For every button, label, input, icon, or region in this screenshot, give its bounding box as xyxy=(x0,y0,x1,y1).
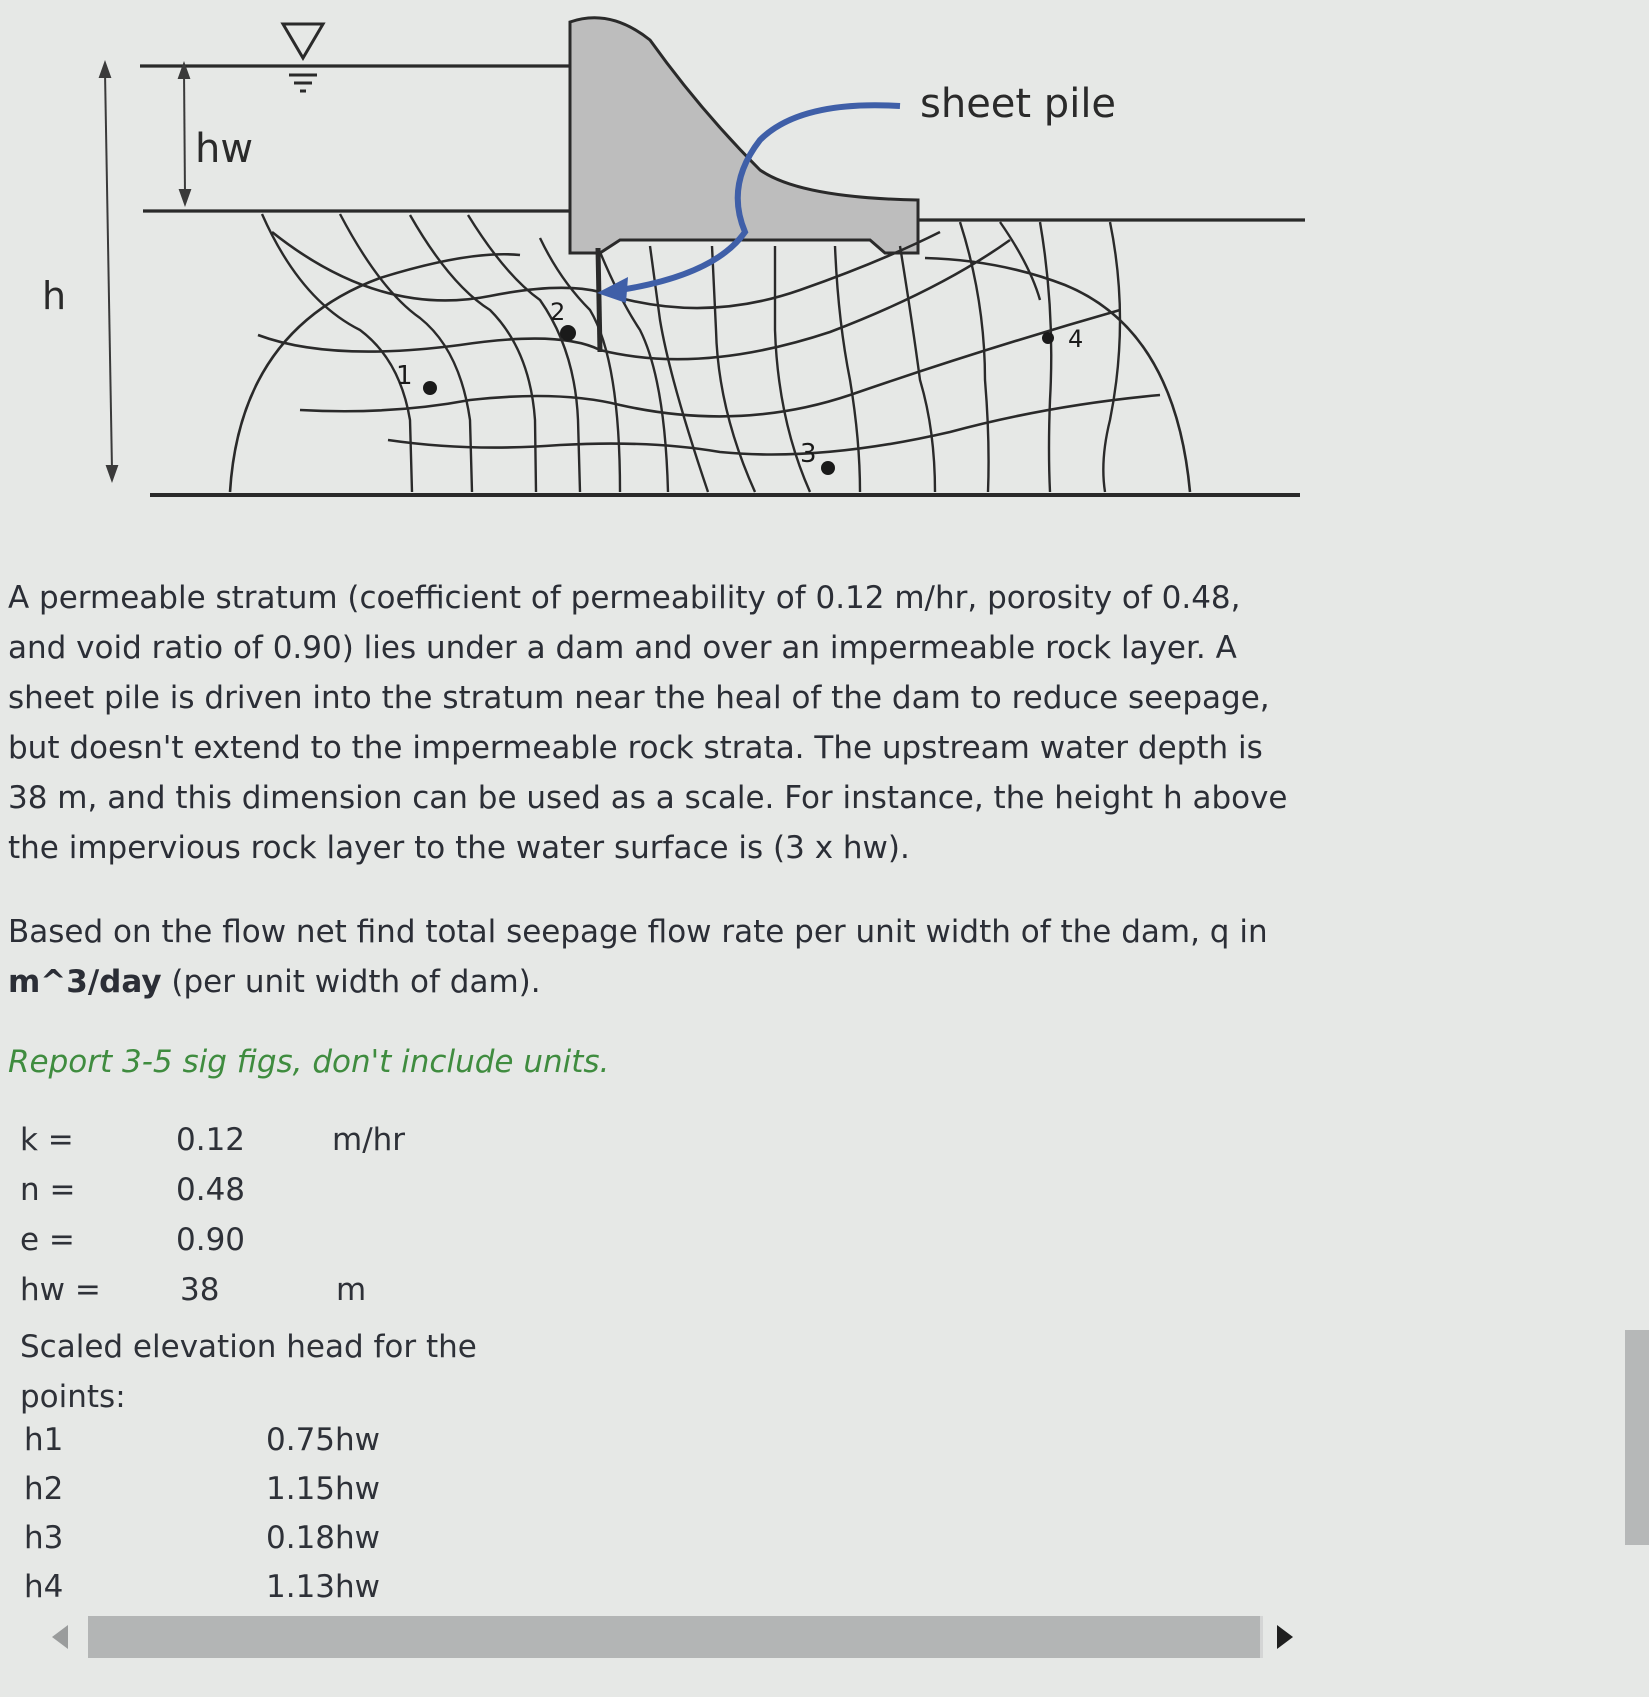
question-post: (per unit width of dam). xyxy=(161,964,541,1000)
label-hw: hw xyxy=(195,126,254,172)
given-label: hw = xyxy=(20,1272,101,1308)
label-h: h xyxy=(42,274,67,318)
point-1-marker xyxy=(423,381,437,395)
point-row-h2 xyxy=(20,1471,620,1520)
given-unit: m/hr xyxy=(332,1122,406,1158)
given-row-n xyxy=(20,1172,620,1222)
point-label: h4 xyxy=(24,1569,64,1605)
equipotential-lines xyxy=(262,214,1120,492)
water-surface-triangle-icon xyxy=(283,24,323,91)
scroll-thumb[interactable] xyxy=(88,1616,1260,1658)
given-value: 0.12 xyxy=(176,1122,246,1158)
horizontal-scrollbar[interactable] xyxy=(40,1612,1305,1662)
given-value: 38 xyxy=(180,1272,220,1308)
sheet-pile xyxy=(598,248,600,352)
point-2-marker xyxy=(560,325,576,341)
point-4-label: 4 xyxy=(1068,325,1084,353)
point-row-h4 xyxy=(20,1569,620,1618)
points-caption: Scaled elevation head for the points: xyxy=(20,1329,477,1415)
point-value: 0.18hw xyxy=(266,1520,381,1556)
given-label: k = xyxy=(20,1122,74,1158)
dam-body xyxy=(570,18,918,253)
point-value: 1.15hw xyxy=(266,1471,381,1507)
hw-dimension-line xyxy=(184,70,185,196)
scroll-left-icon[interactable] xyxy=(40,1612,80,1662)
given-value: 0.90 xyxy=(176,1222,246,1258)
flow-net-figure xyxy=(0,0,1320,520)
problem-paragraph: A permeable stratum (coefficient of permeability of 0.12 m/hr, porosity of 0.48, and void ratio of 0.90) lies under a dam and over an impermeable rock layer. A sheet pile is driven into the stratum near the heal of the dam to reduce seepage, but doesn't extend to the impermeable rock strata. The upstream water depth is 38 m, and this dimension can be used as a scale. For instance, the height h above the impervious rock layer to the water surface is (3 x hw). xyxy=(8,580,1288,866)
point-label: h3 xyxy=(24,1520,64,1556)
point-label: h2 xyxy=(24,1471,64,1507)
given-row-e xyxy=(20,1222,620,1272)
given-values xyxy=(20,1122,620,1618)
given-row-k xyxy=(20,1122,620,1172)
point-1-label: 1 xyxy=(396,361,413,391)
given-label: e = xyxy=(20,1222,75,1258)
given-label: n = xyxy=(20,1172,76,1208)
point-3-marker xyxy=(821,461,835,475)
point-value: 1.13hw xyxy=(266,1569,381,1605)
given-value: 0.48 xyxy=(176,1172,246,1208)
given-unit: m xyxy=(336,1272,367,1308)
question-pre: Based on the flow net find total seepage flow rate per unit width of the dam, q in xyxy=(8,914,1268,950)
point-3-label: 3 xyxy=(800,439,817,469)
point-label: h1 xyxy=(24,1422,64,1458)
question-units: m^3/day xyxy=(8,964,162,1000)
point-value: 0.75hw xyxy=(266,1422,381,1458)
point-2-label: 2 xyxy=(550,298,566,326)
point-4-marker xyxy=(1042,332,1054,344)
point-row-h1 xyxy=(20,1422,620,1471)
scroll-right-icon[interactable] xyxy=(1265,1612,1305,1662)
label-sheet-pile: sheet pile xyxy=(920,81,1117,127)
question-text xyxy=(8,907,1308,1007)
problem-text xyxy=(8,573,1308,1087)
given-row-hw xyxy=(20,1272,620,1322)
instruction-note: Report 3-5 sig figs, don't include units. xyxy=(8,1044,610,1080)
h-dimension-line xyxy=(105,72,112,470)
point-row-h3 xyxy=(20,1520,620,1569)
vertical-scroll-thumb[interactable] xyxy=(1625,1330,1649,1545)
